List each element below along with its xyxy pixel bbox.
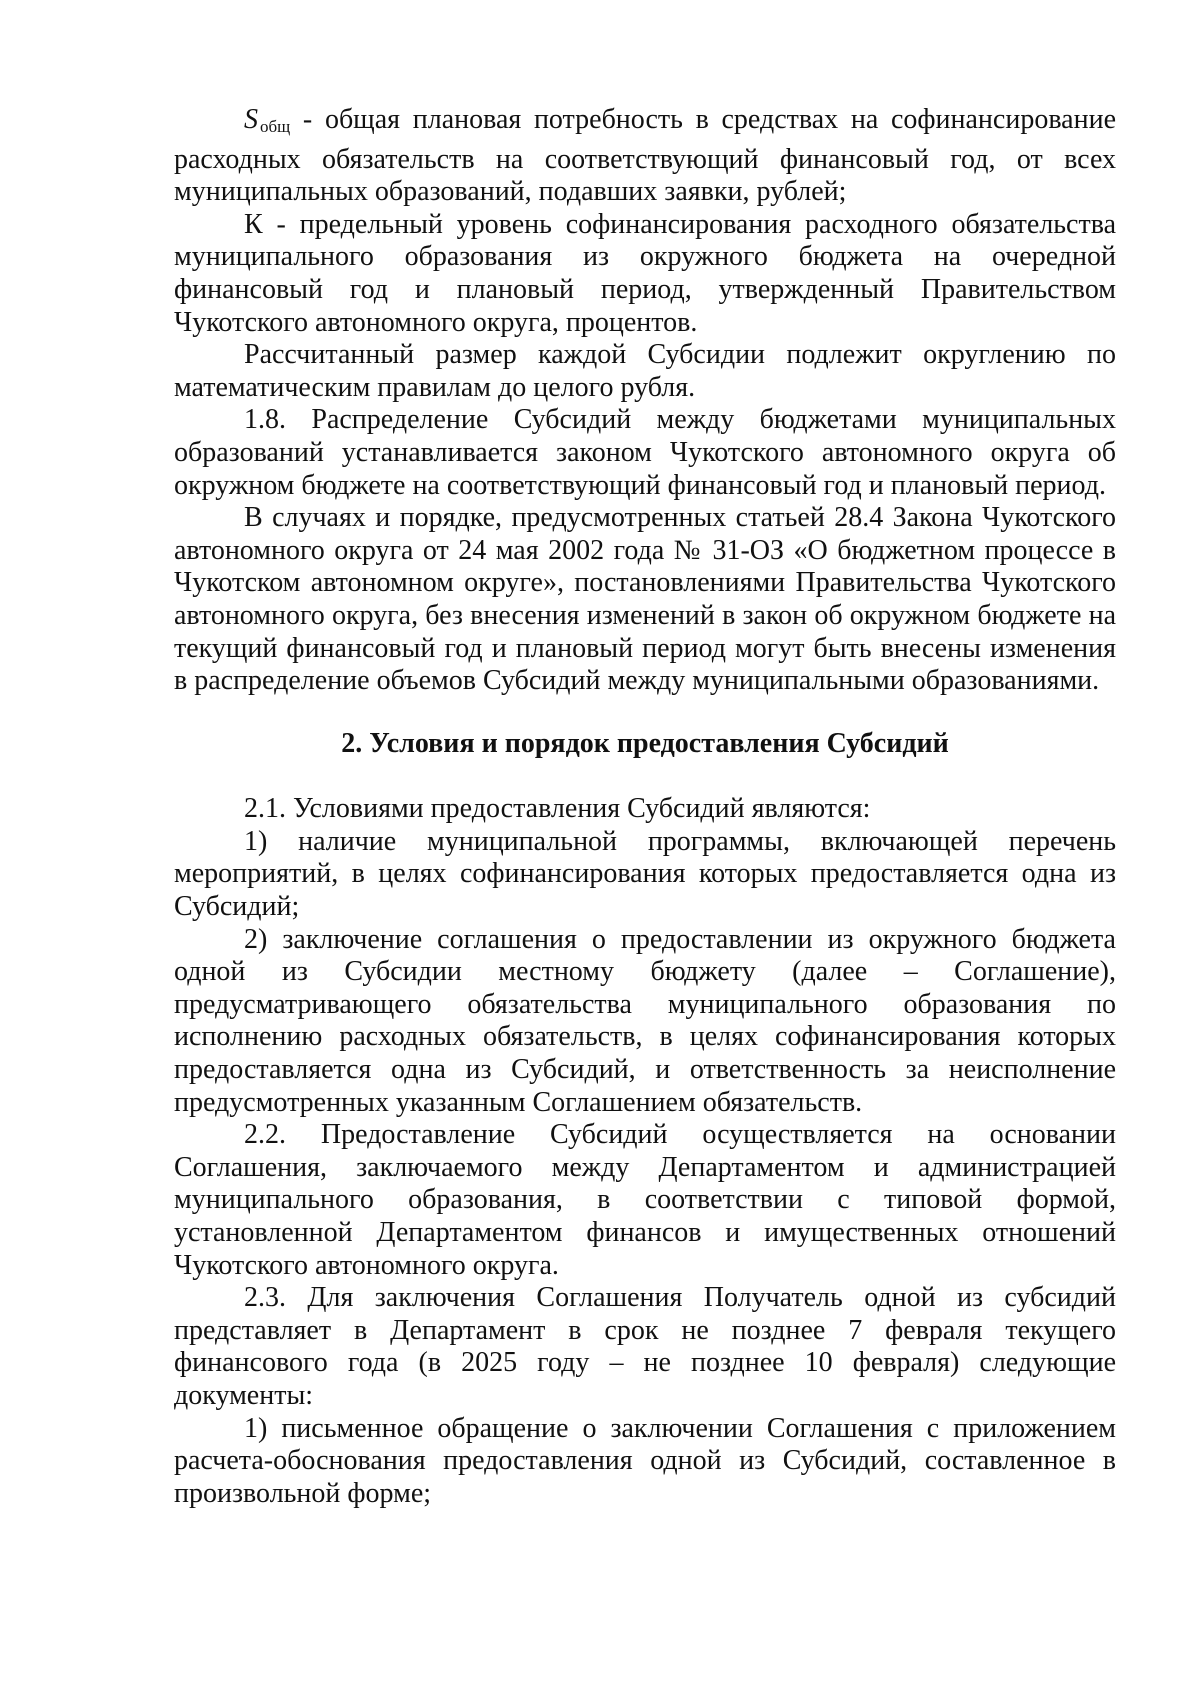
paragraph-clause-1-8: 1.8. Распределение Субсидий между бюджетами муниципальных образований устанавливается законом Чукотского автономного округа об окружном бюджете на соответствующий финансовый год и плановый период. bbox=[174, 404, 1116, 501]
paragraph-k-definition: К - предельный уровень софинансирования расходного обязательства муниципального образования из окружного бюджета на очередной финансовый год и плановый период, утвержденный Правительством Чукотского автономного округа, процентов. bbox=[174, 208, 1116, 338]
paragraph-clause-2-1-item-1: 1) наличие муниципальной программы, включающей перечень мероприятий, в целях софинансирования которых предоставляется одна из Субсидий; bbox=[174, 825, 1116, 923]
paragraph-clause-2-1-item-2: 2) заключение соглашения о предоставлении из окружного бюджета одной из Субсидии местному бюджету (далее – Соглашение), предусматривающего обязательства муниципального образования по исполнению расходных обязательств, в целях софинансирования которых предоставляется одна из Субсидий, и ответственность за неисполнение предусмотренных указанным Соглашением обязательств. bbox=[174, 923, 1116, 1118]
paragraph-clause-2-3: 2.3. Для заключения Соглашения Получатель одной из субсидий представляет в Департамент в срок не позднее 7 февраля текущего финансового года (в 2025 году – не позднее 10 февраля) следующие документы: bbox=[174, 1282, 1116, 1411]
paragraph-s-total-definition bbox=[174, 104, 1116, 209]
paragraph-clause-2-1: 2.1. Условиями предоставления Субсидий являются: bbox=[244, 793, 871, 825]
paragraph-clause-2-2: 2.2. Предоставление Субсидий осуществляется на основании Соглашения, заключаемого между Департаментом и администрацией муниципального образования, в соответствии с типовой формой, установленной Департаментом финансов и имущественных отношений Чукотского автономного округа. bbox=[174, 1119, 1116, 1281]
section-heading: 2. Условия и порядок предоставления Субсидий bbox=[341, 727, 949, 759]
formula-symbol: S bbox=[244, 104, 258, 135]
paragraph-clause-2-3-item-1: 1) письменное обращение о заключении Соглашения с приложением расчета-обоснования предоставления одной из Субсидий, составленное в произвольной форме; bbox=[174, 1412, 1116, 1509]
paragraph-text: - общая плановая потребность в средствах на софинансирование расходных обязательств на соответствующий финансовый год, от всех муниципальных образований, подавших заявки, рублей; bbox=[174, 104, 1116, 208]
formula-subscript: общ bbox=[260, 117, 291, 136]
document-page bbox=[174, 104, 1116, 1510]
paragraph-changes: В случаях и порядке, предусмотренных статьей 28.4 Закона Чукотского автономного округа от 24 мая 2002 года № 31-ОЗ «О бюджетном процессе в Чукотском автономном округе», постановлениями Правительства Чукотского автономного округа, без внесения изменений в закон об окружном бюджете на текущий финансовый год и плановый период могут быть внесены изменения в распределение объемов Субсидий между муниципальными образованиями. bbox=[174, 502, 1116, 697]
paragraph-rounding: Рассчитанный размер каждой Субсидии подлежит округлению по математическим правилам до целого рубля. bbox=[174, 339, 1116, 403]
